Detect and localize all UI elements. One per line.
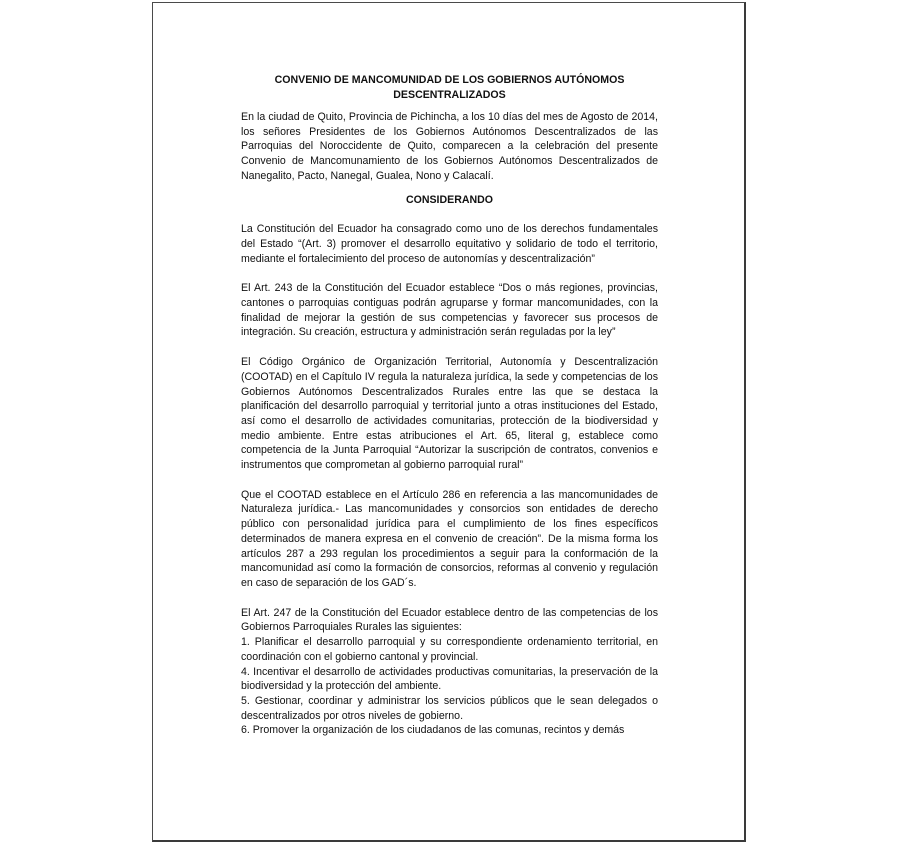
list-item: 5. Gestionar, coordinar y administrar los servicios públicos que le sean delegados o descentralizados por otros niveles de gobierno. [241,694,658,722]
list-item: 6. Promover la organización de los ciudadanos de las comunas, recintos y demás [241,724,625,737]
title-line-2: DESCENTRALIZADOS [393,89,506,101]
paragraph: El Código Orgánico de Organización Territorial, Autonomía y Descentralización (COOTAD) en el Capítulo IV regula la naturaleza jurídica, la sede y competencias de los Gobiernos Autónomos Descentralizados Rurales entre las que se destaca la planificación del desarrollo parroquial y territorial junto a otras instituciones del Estado, así como el desarrollo de actividades comunitarias, protección de la biodiversidad y medio ambiente. Entre estas atribuciones el Art. 65, literal g, establece como competencia de la Junta Parroquial “Autorizar la suscripción de contratos, convenios e instrumentos que comprometan al gobierno parroquial rural” [241,356,658,472]
competencias-block [241,606,658,738]
section-heading: CONSIDERANDO [405,193,494,206]
list-item: 1. Planificar el desarrollo parroquial y su correspondiente ordenamiento territorial, en coordinación con el gobierno cantonal y provincial. [241,636,658,663]
document-page [152,2,746,842]
page-content [241,73,658,738]
paragraph: La Constitución del Ecuador ha consagrado como uno de los derechos fundamentales del Estado “(Art. 3) promover el desarrollo equitativo y solidario de todo el territorio, mediante el fortalecimiento del proceso de autonomías y descentralización” [241,223,658,265]
intro-paragraph: En la ciudad de Quito, Provincia de Pichincha, a los 10 días del mes de Agosto de 2014, los señores Presidentes de los Gobiernos Autónomos Descentralizados de las Parroquias del Noroccidente de Quito, comparecen a la celebración del presente Convenio de Mancomunamiento de los Gobiernos Autónomos Descentralizados de Nanegalito, Pacto, Nanegal, Gualea, Nono y Calacalí. [241,111,658,182]
title-line-1: CONVENIO DE MANCOMUNIDAD DE LOS GOBIERNOS AUTÓNOMOS [274,74,625,86]
list-item: 4. Incentivar el desarrollo de actividades productivas comunitarias, la preservación de la biodiversidad y la protección del ambiente. [241,665,658,693]
competencias-intro: El Art. 247 de la Constitución del Ecuador establece dentro de las competencias de los Gobiernos Parroquiales Rurales las siguientes: [241,606,658,634]
document-title [241,73,658,103]
paragraph: Que el COOTAD establece en el Artículo 286 en referencia a las mancomunidades de Naturaleza jurídica.- Las mancomunidades y consorcios son entidades de derecho público con personalidad jurídica para el cumplimiento de los fines específicos determinados de manera expresa en el convenio de creación”. De la misma forma los artículos 287 a 293 regulan los procedimientos a seguir para la conformación de la mancomunidad así como la formación de consorcios, reformas al convenio y regulación en caso de separación de los GAD´s. [241,488,658,589]
paragraph: El Art. 243 de la Constitución del Ecuador establece “Dos o más regiones, provincias, cantones o parroquias contiguas podrán agruparse y formar mancomunidades, con la finalidad de mejorar la gestión de sus competencias y favorecer sus procesos de integración. Su creación, estructura y administración serán reguladas por la ley” [241,282,658,339]
